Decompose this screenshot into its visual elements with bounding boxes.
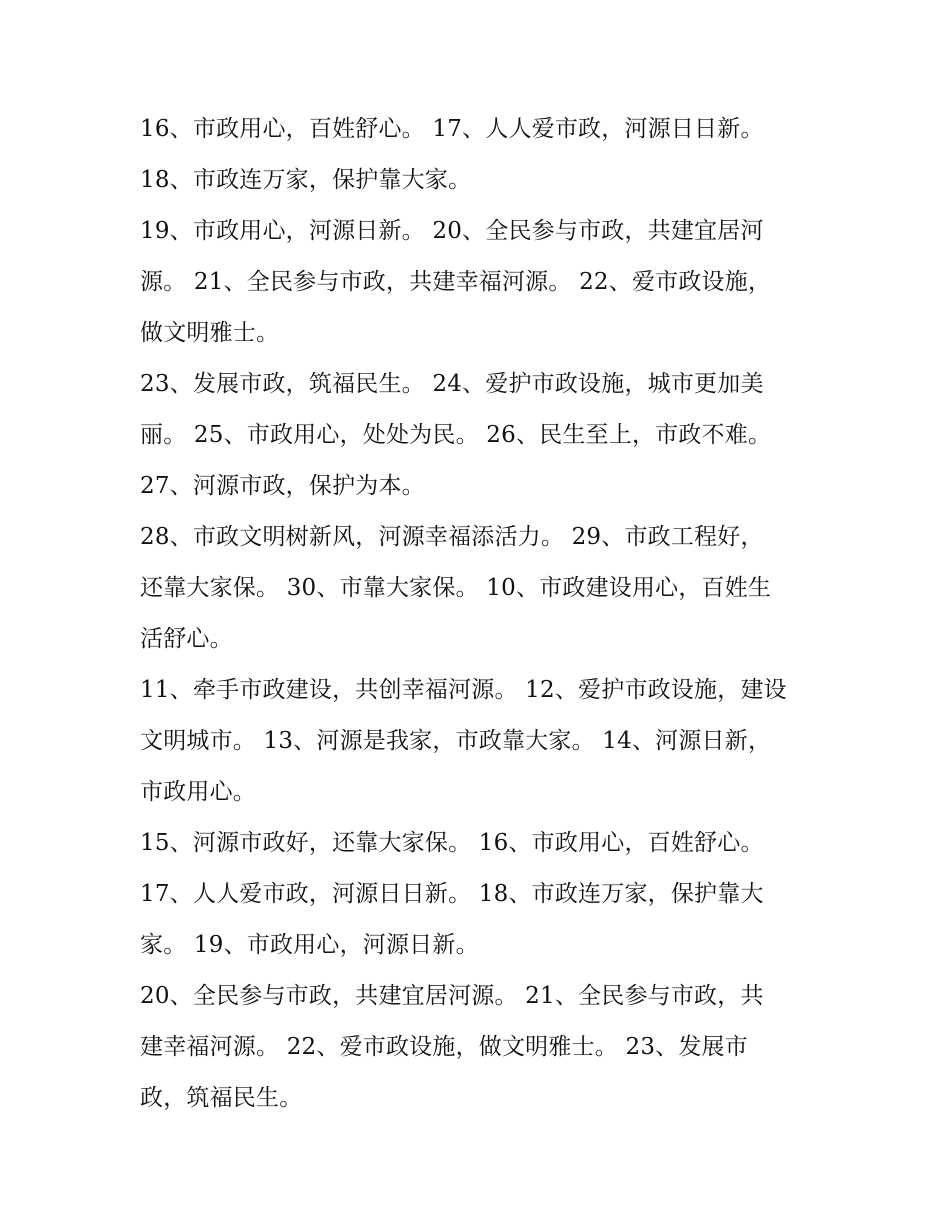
text-line: 23、发展市政，筑福民生。 24、爱护市政设施，城市更加美 <box>140 371 764 397</box>
text-line: 文明城市。 13、河源是我家，市政靠大家。 14、河源日新， <box>140 728 772 754</box>
text-line: 18、市政连万家，保护靠大家。 <box>140 167 472 193</box>
document-body <box>140 104 830 1124</box>
text-line: 还靠大家保。 30、市靠大家保。 10、市政建设用心，百姓生 <box>140 575 772 601</box>
text-line: 丽。 25、市政用心，处处为民。 26、民生至上，市政不难。 <box>140 422 772 448</box>
text-line: 做文明雅士。 <box>140 320 280 346</box>
text-line: 16、市政用心，百姓舒心。 17、人人爱市政，河源日日新。 <box>140 116 764 142</box>
text-line: 27、河源市政，保护为本。 <box>140 473 425 499</box>
text-line: 28、市政文明树新风，河源幸福添活力。 29、市政工程好， <box>140 524 764 550</box>
text-line: 20、全民参与市政，共建宜居河源。 21、全民参与市政，共 <box>140 983 764 1009</box>
text-line: 家。 19、市政用心，河源日新。 <box>140 932 479 958</box>
text-line: 活舒心。 <box>140 626 233 652</box>
text-line: 建幸福河源。 22、爱市政设施，做文明雅士。 23、发展市 <box>140 1034 748 1060</box>
text-line: 源。 21、全民参与市政，共建幸福河源。 22、爱市政设施， <box>140 269 772 295</box>
text-line: 市政用心。 <box>140 779 256 805</box>
text-line: 17、人人爱市政，河源日日新。 18、市政连万家，保护靠大 <box>140 881 764 907</box>
text-line: 15、河源市政好，还靠大家保。 16、市政用心，百姓舒心。 <box>140 830 764 856</box>
text-line: 政，筑福民生。 <box>140 1085 303 1111</box>
text-line: 11、牵手市政建设，共创幸福河源。 12、爱护市政设施，建设 <box>140 677 787 703</box>
text-line: 19、市政用心，河源日新。 20、全民参与市政，共建宜居河 <box>140 218 764 244</box>
